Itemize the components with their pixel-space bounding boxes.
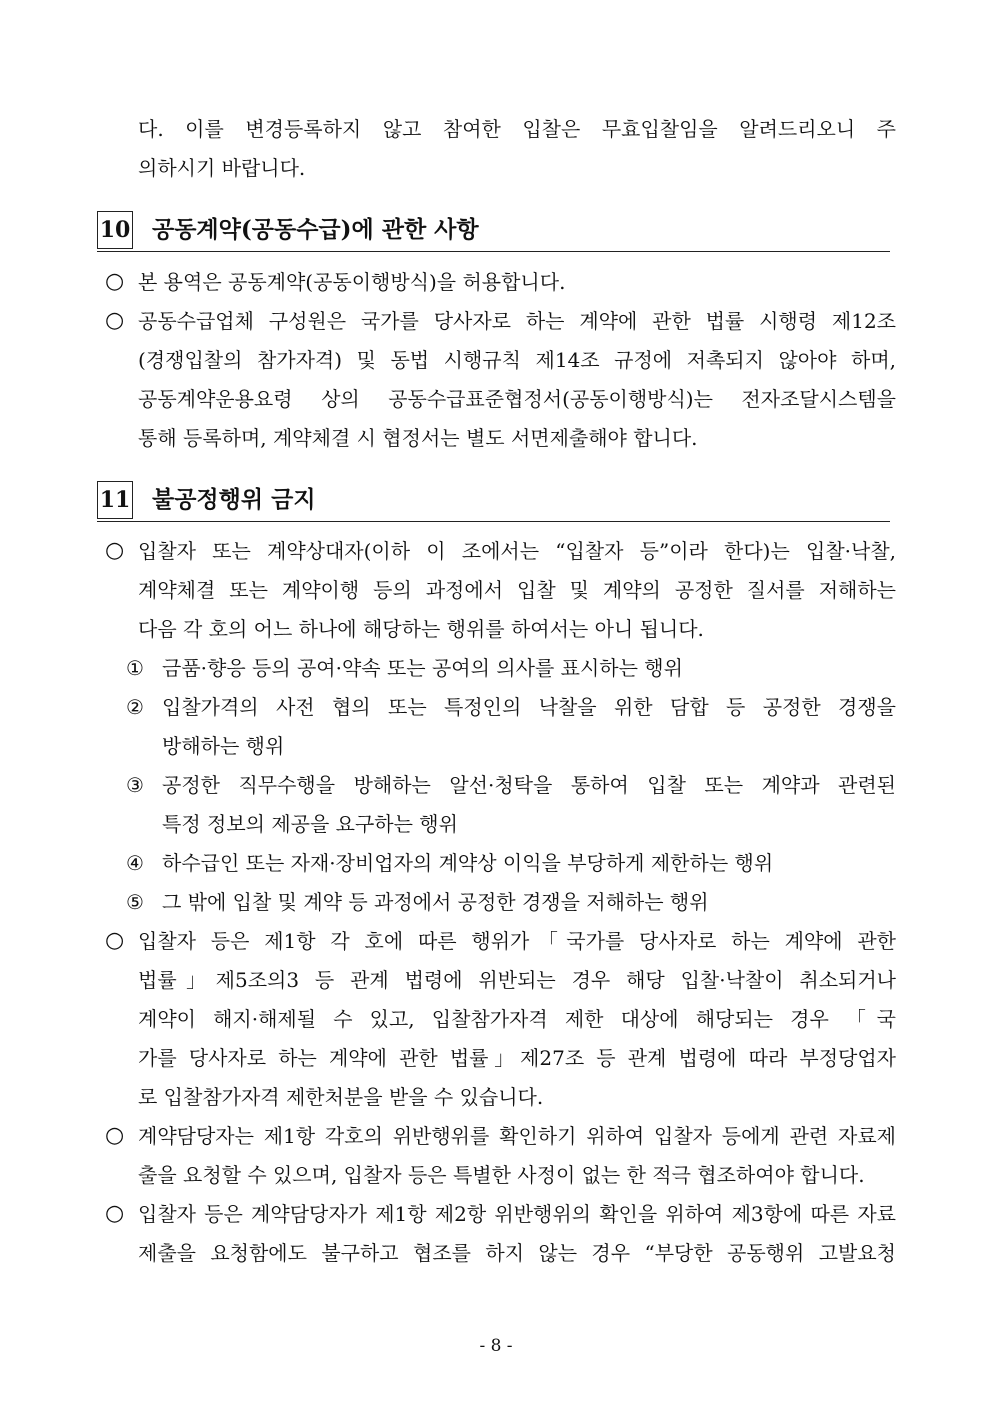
sub-item: 그 밖에 입찰 및 계약 등 과정에서 공정한 경쟁을 저해하는 행위 (162, 890, 709, 914)
list-item-cont: 가를 당사자로 하는 계약에 관한 법률」제27조 등 관계 법령에 따라 부정당업자 (138, 1046, 896, 1070)
sub-item: 금품·향응 등의 공여·약속 또는 공여의 의사를 표시하는 행위 (162, 656, 683, 680)
page-number: - 8 - (479, 1336, 513, 1356)
list-item: 입찰자 등은 제1항 각 호에 따른 행위가「국가를 당사자로 하는 계약에 관한 (138, 929, 896, 953)
section-title: 불공정행위 금지 (152, 486, 316, 513)
sub-item: 입찰가격의 사전 협의 또는 특정인의 낙찰을 위한 담합 등 공정한 경쟁을 (162, 695, 896, 719)
sub-item: 하수급인 또는 자재·장비업자의 계약상 이익을 부당하게 제한하는 행위 (162, 851, 774, 875)
circle-bullet-icon: ○ (105, 928, 125, 953)
list-item-cont: (경쟁입찰의 참가자격) 및 동법 시행규칙 제14조 규정에 저촉되지 않아야 하며, (138, 348, 896, 372)
section-number: 11 (97, 481, 133, 519)
section-10-heading (97, 211, 890, 252)
circle-bullet-icon: ○ (105, 269, 125, 294)
list-item-cont: 로 입찰참가자격 제한처분을 받을 수 있습니다. (138, 1085, 544, 1109)
list-item: 입찰자 등은 계약담당자가 제1항 제2항 위반행위의 확인을 위하여 제3항에 따른 자료 (138, 1202, 896, 1226)
list-item: 본 용역은 공동계약(공동이행방식)을 허용합니다. (138, 270, 566, 294)
sub-item: 공정한 직무수행을 방해하는 알선·청탁을 통하여 입찰 또는 계약과 관련된 (162, 773, 896, 797)
list-item-cont: 다음 각 호의 어느 하나에 해당하는 행위를 하여서는 아니 됩니다. (138, 617, 704, 641)
list-item-cont: 제출을 요청함에도 불구하고 협조를 하지 않는 경우 “부당한 공동행위 고발요청 (138, 1241, 896, 1265)
list-item: 계약담당자는 제1항 각호의 위반행위를 확인하기 위하여 입찰자 등에게 관련 자료제 (138, 1124, 896, 1148)
sub-item-cont: 특정 정보의 제공을 요구하는 행위 (162, 812, 458, 836)
circle-bullet-icon: ○ (105, 538, 125, 563)
circled-number: ① (126, 656, 144, 680)
list-item: 입찰자 또는 계약상대자(이하 이 조에서는 “입찰자 등”이라 한다)는 입찰·낙찰, (138, 539, 896, 563)
circled-number: ② (126, 695, 144, 719)
list-item-cont: 법률」제5조의3 등 관계 법령에 위반되는 경우 해당 입찰·낙찰이 취소되거나 (138, 968, 896, 992)
circle-bullet-icon: ○ (105, 308, 125, 333)
list-item-cont: 출을 요청할 수 있으며, 입찰자 등은 특별한 사정이 없는 한 적극 협조하여야 합니다. (138, 1163, 865, 1187)
list-item-cont: 계약이 해지·해제될 수 있고, 입찰참가자격 제한 대상에 해당되는 경우 「국 (138, 1007, 896, 1031)
list-item: 공동수급업체 구성원은 국가를 당사자로 하는 계약에 관한 법률 시행령 제12조 (138, 309, 896, 333)
intro-line: 의하시기 바랍니다. (138, 156, 306, 180)
list-item-cont: 계약체결 또는 계약이행 등의 과정에서 입찰 및 계약의 공정한 질서를 저해하는 (138, 578, 896, 602)
list-item-cont: 공동계약운용요령 상의 공동수급표준협정서(공동이행방식)는 전자조달시스템을 (138, 387, 896, 411)
intro-line: 다. 이를 변경등록하지 않고 참여한 입찰은 무효입찰임을 알려드리오니 주 (138, 117, 896, 141)
circled-number: ⑤ (126, 890, 144, 914)
section-11-heading (97, 481, 890, 522)
circled-number: ④ (126, 851, 144, 875)
sub-item-cont: 방해하는 행위 (162, 734, 285, 758)
section-number: 10 (97, 211, 133, 249)
circle-bullet-icon: ○ (105, 1123, 125, 1148)
section-title: 공동계약(공동수급)에 관한 사항 (152, 216, 479, 243)
circle-bullet-icon: ○ (105, 1201, 125, 1226)
list-item-cont: 통해 등록하며, 계약체결 시 협정서는 별도 서면제출해야 합니다. (138, 426, 698, 450)
circled-number: ③ (126, 773, 144, 797)
